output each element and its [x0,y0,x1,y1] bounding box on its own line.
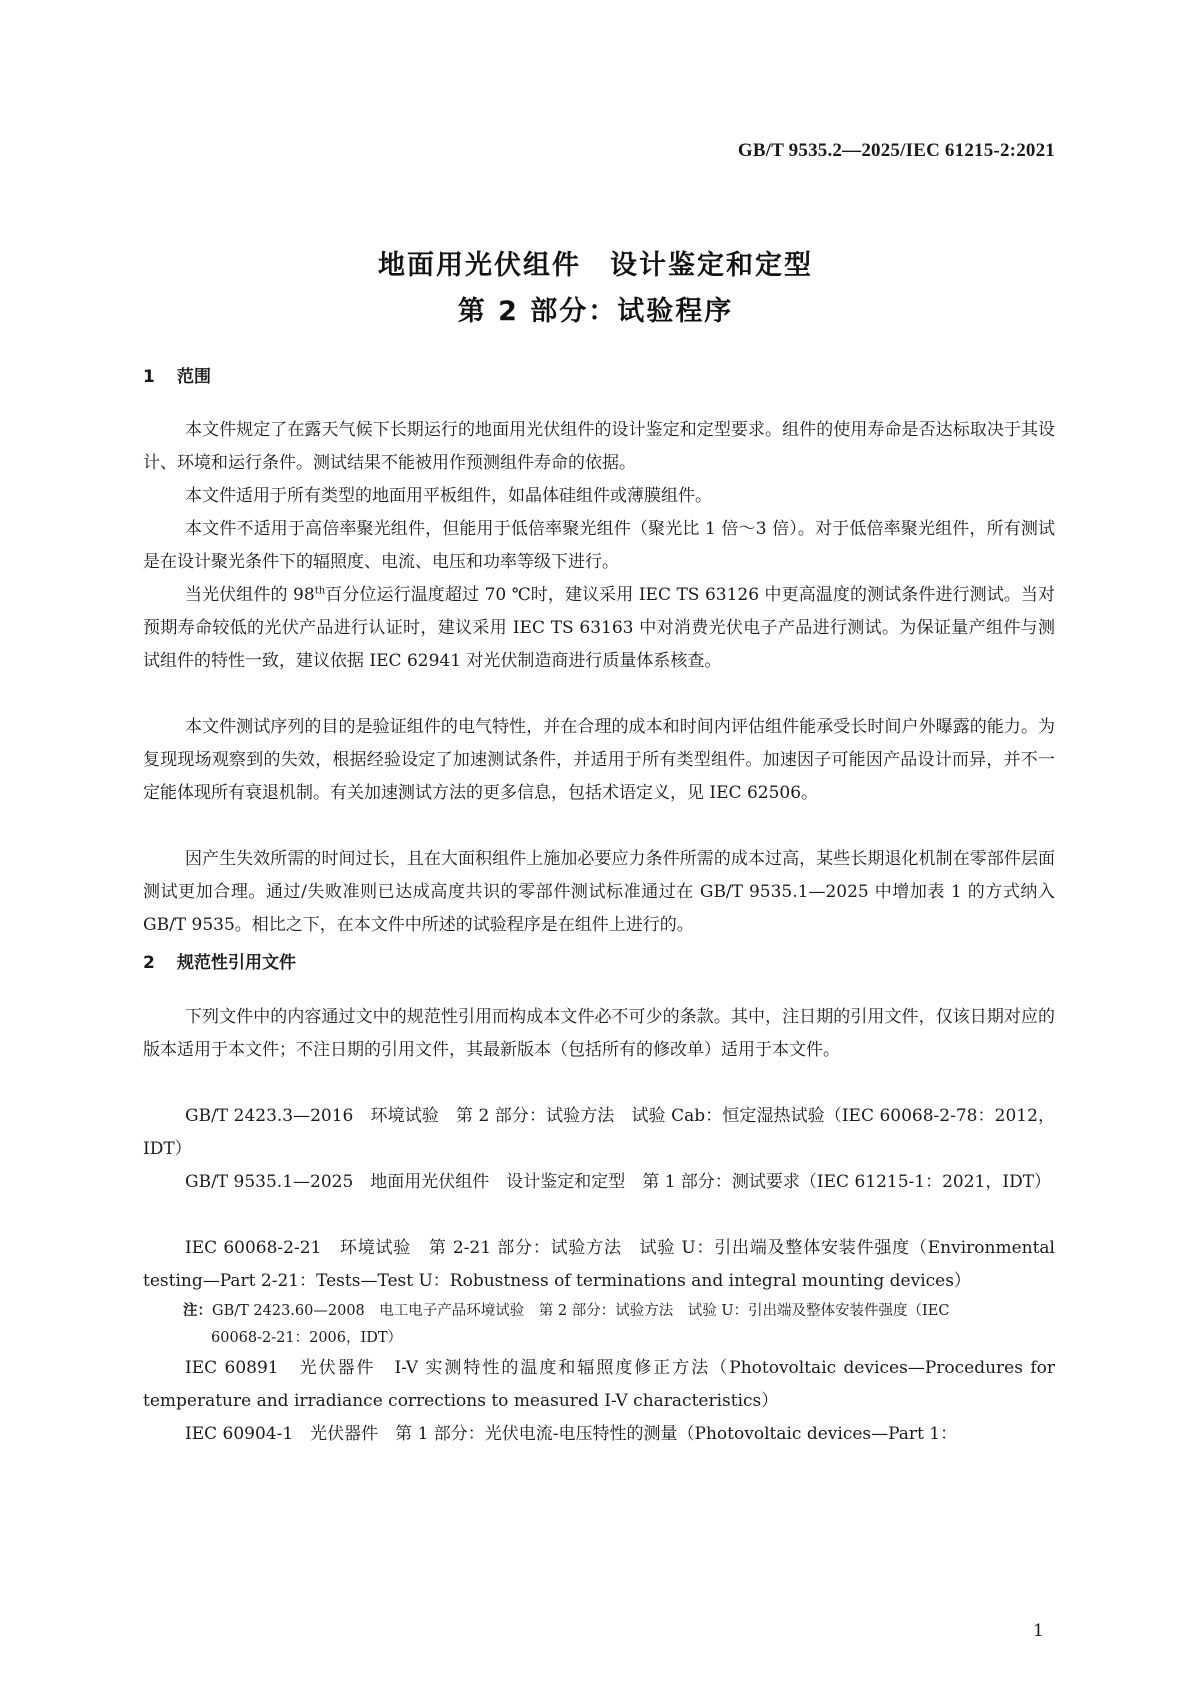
paragraph: 下列文件中的内容通过文中的规范性引用而构成本文件必不可少的条款。其中，注日期的引用文件，仅该日期对应的版本适用于本文件；不注日期的引用文件，其最新版本（包括所有的修改单）适用于本文件。 [143,1007,1055,1060]
document-subtitle: 第 2 部分：试验程序 [457,296,734,327]
paragraph: 本文件规定了在露天气候下长期运行的地面用光伏组件的设计鉴定和定型要求。组件的使用寿命是否达标取决于其设计、环境和运行条件。测试结果不能被用作预测组件寿命的依据。 [143,420,1055,473]
reference-item: GB/T 2423.3—2016 环境试验 第 2 部分：试验方法 试验 Cab：恒定湿热试验（IEC 60068-2-78：2012，IDT） [143,1106,1055,1159]
note-text-continued: 60068-2-21：2006，IDT） [211,1330,403,1346]
reference-item: GB/T 9535.1—2025 地面用光伏组件 设计鉴定和定型 第 1 部分：测试要求（IEC 61215-1：2021，IDT） [185,1172,1052,1192]
section-number: 1 [143,367,155,387]
standard-number-header: GB/T 9535.2—2025/IEC 61215-2:2021 [737,140,1055,161]
section-number: 2 [143,953,155,973]
section-title: 规范性引用文件 [177,953,296,973]
section-heading-normative-references [143,948,296,973]
note-text: GB/T 2423.60—2008 电工电子产品环境试验 第 2 部分：试验方法 试验 U：引出端及整体安装件强度（IEC [212,1303,950,1319]
reference-item: IEC 60891 光伏器件 I-V 实测特性的温度和辐照度修正方法（Photovoltaic devices—Procedures for temperature and irradiance corrections to measured I-V characteristics） [143,1358,1055,1411]
paragraph: 本文件不适用于高倍率聚光组件，但能用于低倍率聚光组件（聚光比 1 倍～3 倍）。对于低倍率聚光组件，所有测试是在设计聚光条件下的辐照度、电流、电压和功率等级下进行。 [143,519,1055,572]
note [183,1298,1055,1352]
paragraph: 因产生失效所需的时间过长，且在大面积组件上施加必要应力条件所需的成本过高，某些长期退化机制在零部件层面测试更加合理。通过/失败准则已达成高度共识的零部件测试标准通过在 GB/T 9535.1—2025 中增加表 1 的方式纳入 GB/T 9535。相比之下，在本文件中所述的试验程序是在组件上进行的。 [143,849,1055,935]
paragraph: 本文件适用于所有类型的地面用平板组件，如晶体硅组件或薄膜组件。 [185,486,712,506]
note-label: 注： [183,1303,212,1319]
section-title: 范围 [177,367,211,387]
paragraph: 当光伏组件的 98th百分位运行温度超过 70 ℃时，建议采用 IEC TS 63126 中更高温度的测试条件进行测试。当对预期寿命较低的光伏产品进行认证时，建议采用 IEC TS 63163 中对消费光伏电子产品进行测试。为保证量产组件与测试组件的特性一致，建议依据 IEC 62941 对光伏制造商进行质量体系核查。 [143,585,1055,671]
paragraph: 本文件测试序列的目的是验证组件的电气特性，并在合理的成本和时间内评估组件能承受长时间户外曝露的能力。为复现现场观察到的失效，根据经验设定了加速测试条件，并适用于所有类型组件。加速因子可能因产品设计而异，并不一定能体现所有衰退机制。有关加速测试方法的更多信息，包括术语定义，见 IEC 62506。 [143,717,1055,803]
reference-item: IEC 60068-2-21 环境试验 第 2-21 部分：试验方法 试验 U：引出端及整体安装件强度（Environmental testing—Part 2-21：Tests—Test U：Robustness of terminations and integral mounting devices） [143,1238,1055,1291]
page-number: 1 [1033,1621,1044,1641]
document-title: 地面用光伏组件 设计鉴定和定型 [378,250,813,281]
reference-item: IEC 60904-1 光伏器件 第 1 部分：光伏电流-电压特性的测量（Photovoltaic devices—Part 1： [185,1424,958,1444]
section-heading-scope [143,362,211,387]
